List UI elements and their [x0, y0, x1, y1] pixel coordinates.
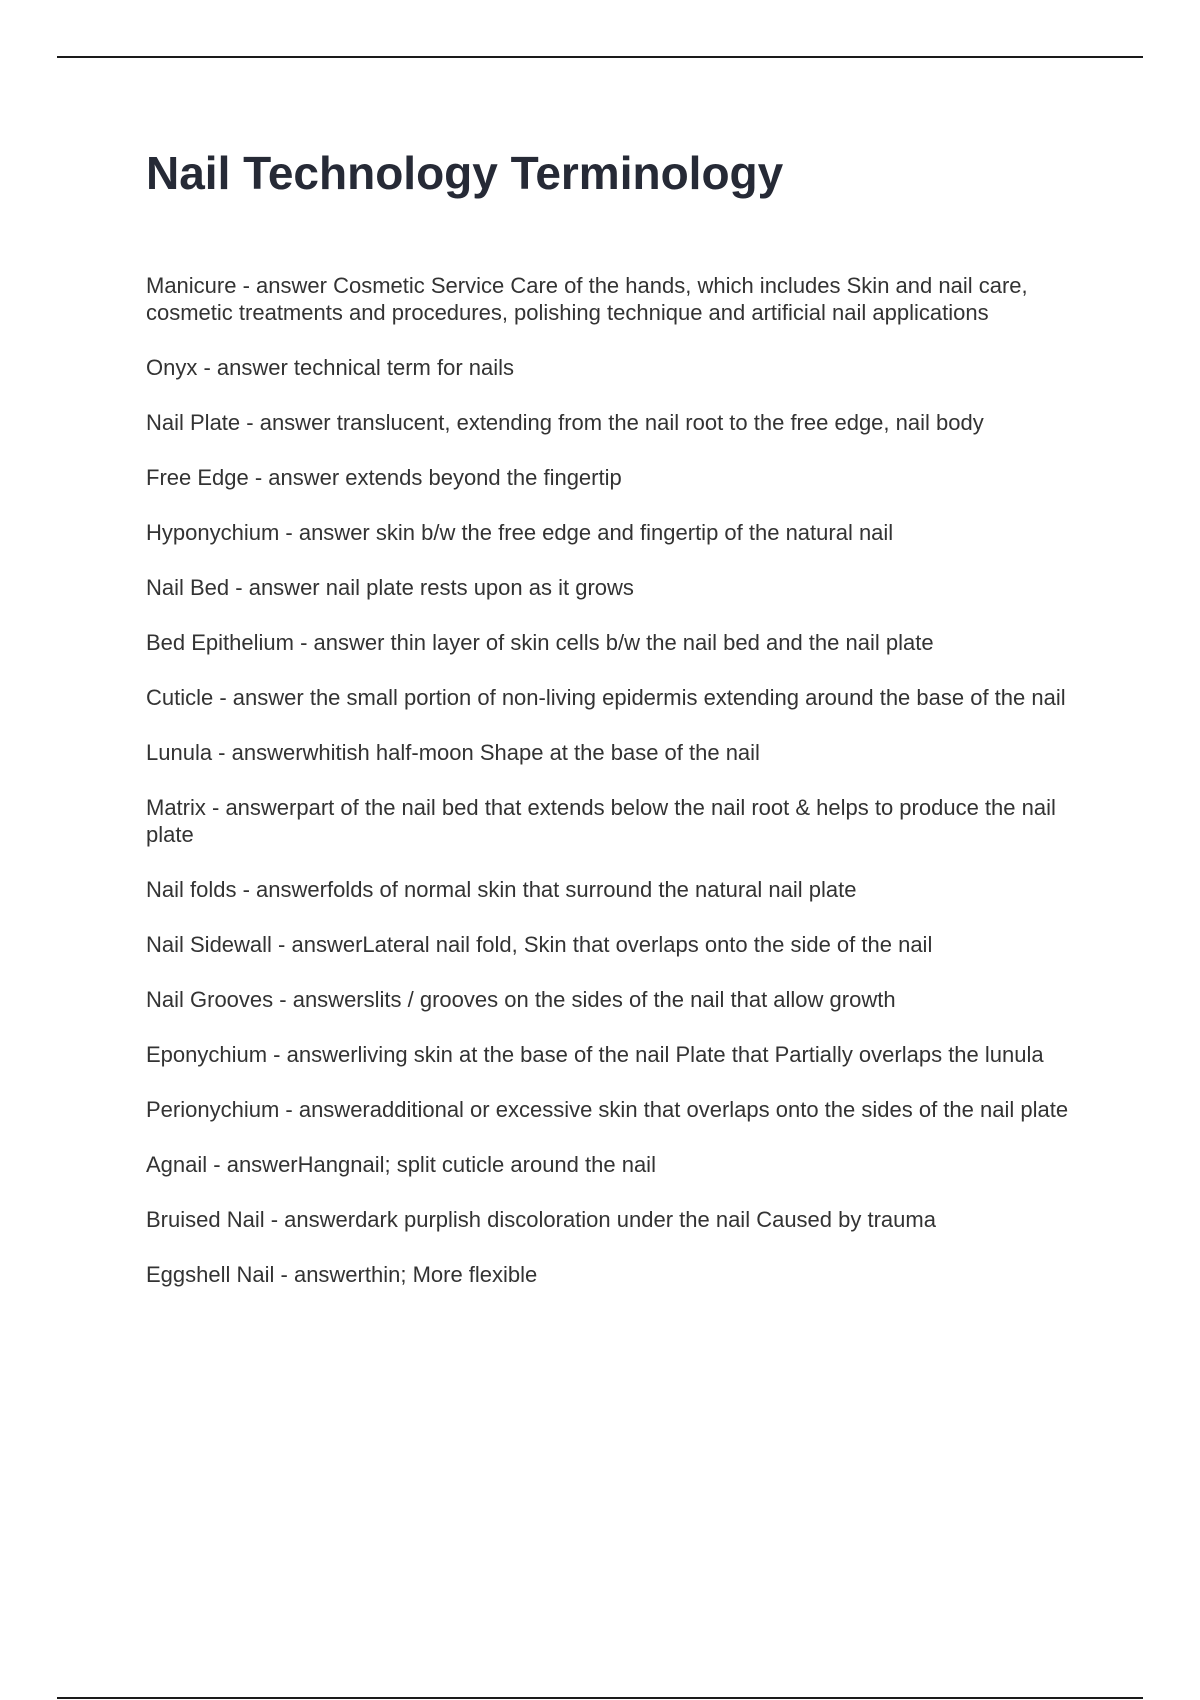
term-entry-bruised-nail: Bruised Nail - answerdark purplish discoloration under the nail Caused by trauma [146, 1207, 936, 1232]
term-entry-nail-grooves: Nail Grooves - answerslits / grooves on the sides of the nail that allow growth [146, 987, 896, 1012]
term-entry-nail-sidewall: Nail Sidewall - answerLateral nail fold, Skin that overlaps onto the side of the nail [146, 932, 933, 957]
term-entry-lunula: Lunula - answerwhitish half-moon Shape at the base of the nail [146, 740, 760, 765]
term-entry-onyx: Onyx - answer technical term for nails [146, 355, 515, 380]
term-entry-perionychium: Perionychium - answeradditional or excessive skin that overlaps onto the sides of the nail plate [146, 1097, 1069, 1122]
term-entry-manicure: Manicure - answer Cosmetic Service Care of the hands, which includes Skin and nail care, cosmetic treatments and procedures, polishing technique and artificial nail applications [146, 273, 1028, 325]
term-entry-free-edge: Free Edge - answer extends beyond the fingertip [146, 465, 622, 490]
document-title: Nail Technology Terminology [146, 147, 784, 199]
term-entry-nail-bed: Nail Bed - answer nail plate rests upon as it grows [146, 575, 634, 600]
term-entry-hyponychium: Hyponychium - answer skin b/w the free edge and fingertip of the natural nail [146, 520, 894, 545]
term-entry-agnail: Agnail - answerHangnail; split cuticle around the nail [146, 1152, 656, 1177]
term-entry-nail-folds: Nail folds - answerfolds of normal skin that surround the natural nail plate [146, 877, 857, 902]
term-entry-matrix: Matrix - answerpart of the nail bed that extends below the nail root & helps to produce the nail plate [146, 795, 1056, 847]
term-list [146, 272, 1086, 1288]
top-rule [57, 56, 1143, 58]
term-entry-eggshell-nail: Eggshell Nail - answerthin; More flexible [146, 1262, 538, 1287]
bottom-rule [57, 1697, 1143, 1699]
document-body [146, 140, 1086, 1316]
term-entry-cuticle: Cuticle - answer the small portion of non-living epidermis extending around the base of the nail [146, 685, 1066, 710]
term-entry-nail-plate: Nail Plate - answer translucent, extending from the nail root to the free edge, nail body [146, 410, 984, 435]
term-entry-bed-epithelium: Bed Epithelium - answer thin layer of skin cells b/w the nail bed and the nail plate [146, 630, 934, 655]
term-entry-eponychium: Eponychium - answerliving skin at the base of the nail Plate that Partially overlaps the lunula [146, 1042, 1044, 1067]
